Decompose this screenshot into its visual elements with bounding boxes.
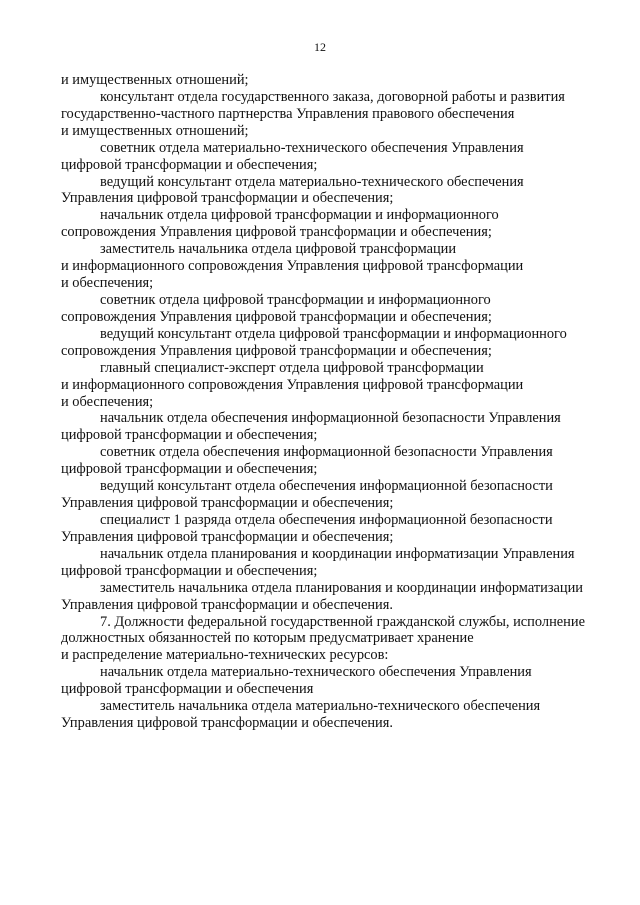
paragraph: ведущий консультант отдела обеспечения информационной безопасности Управления цифровой трансформации и обеспечения; [61, 478, 553, 512]
paragraph: заместитель начальника отдела материально-технического обеспечения Управления цифровой трансформации и обеспечения. [61, 698, 541, 732]
paragraph: и имущественных отношений; [61, 72, 249, 88]
paragraph: начальник отдела материально-технического обеспечения Управления цифровой трансформации и обеспечения [61, 664, 532, 698]
document-body [61, 72, 609, 732]
paragraph: ведущий консультант отдела цифровой трансформации и информационного сопровождения Управления цифровой трансформации и обеспечения; [61, 325, 567, 359]
paragraph: специалист 1 разряда отдела обеспечения информационной безопасности Управления цифровой трансформации и обеспечения; [61, 511, 553, 545]
paragraph: главный специалист-эксперт отдела цифровой трансформации и информационного сопровождения Управления цифровой трансформации и обеспечения; [61, 359, 524, 410]
paragraph-section-7: 7. Должности федеральной государственной гражданской службы, исполнение должностных обязанностей по которым предусматривает хранение и распределение материально-технических ресурсов: [61, 613, 585, 664]
paragraph: заместитель начальника отдела планирования и координации информатизации Управления цифровой трансформации и обеспечения. [61, 579, 583, 613]
paragraph: консультант отдела государственного заказа, договорной работы и развития государственно-частного партнерства Управления правового обеспечения и имущественных отношений; [61, 88, 565, 139]
paragraph: начальник отдела цифровой трансформации и информационного сопровождения Управления цифровой трансформации и обеспечения; [61, 207, 499, 241]
paragraph: заместитель начальника отдела цифровой трансформации и информационного сопровождения Управления цифровой трансформации и обеспечения; [61, 241, 524, 292]
paragraph: начальник отдела планирования и координации информатизации Управления цифровой трансформации и обеспечения; [61, 545, 575, 579]
paragraph: советник отдела цифровой трансформации и информационного сопровождения Управления цифровой трансформации и обеспечения; [61, 291, 492, 325]
paragraph: советник отдела материально-технического обеспечения Управления цифровой трансформации и обеспечения; [61, 139, 524, 173]
paragraph: начальник отдела обеспечения информационной безопасности Управления цифровой трансформации и обеспечения; [61, 410, 561, 444]
paragraph: ведущий консультант отдела материально-технического обеспечения Управления цифровой трансформации и обеспечения; [61, 173, 524, 207]
paragraph: советник отдела обеспечения информационной безопасности Управления цифровой трансформации и обеспечения; [61, 444, 553, 478]
page-number: 12 [314, 40, 326, 54]
